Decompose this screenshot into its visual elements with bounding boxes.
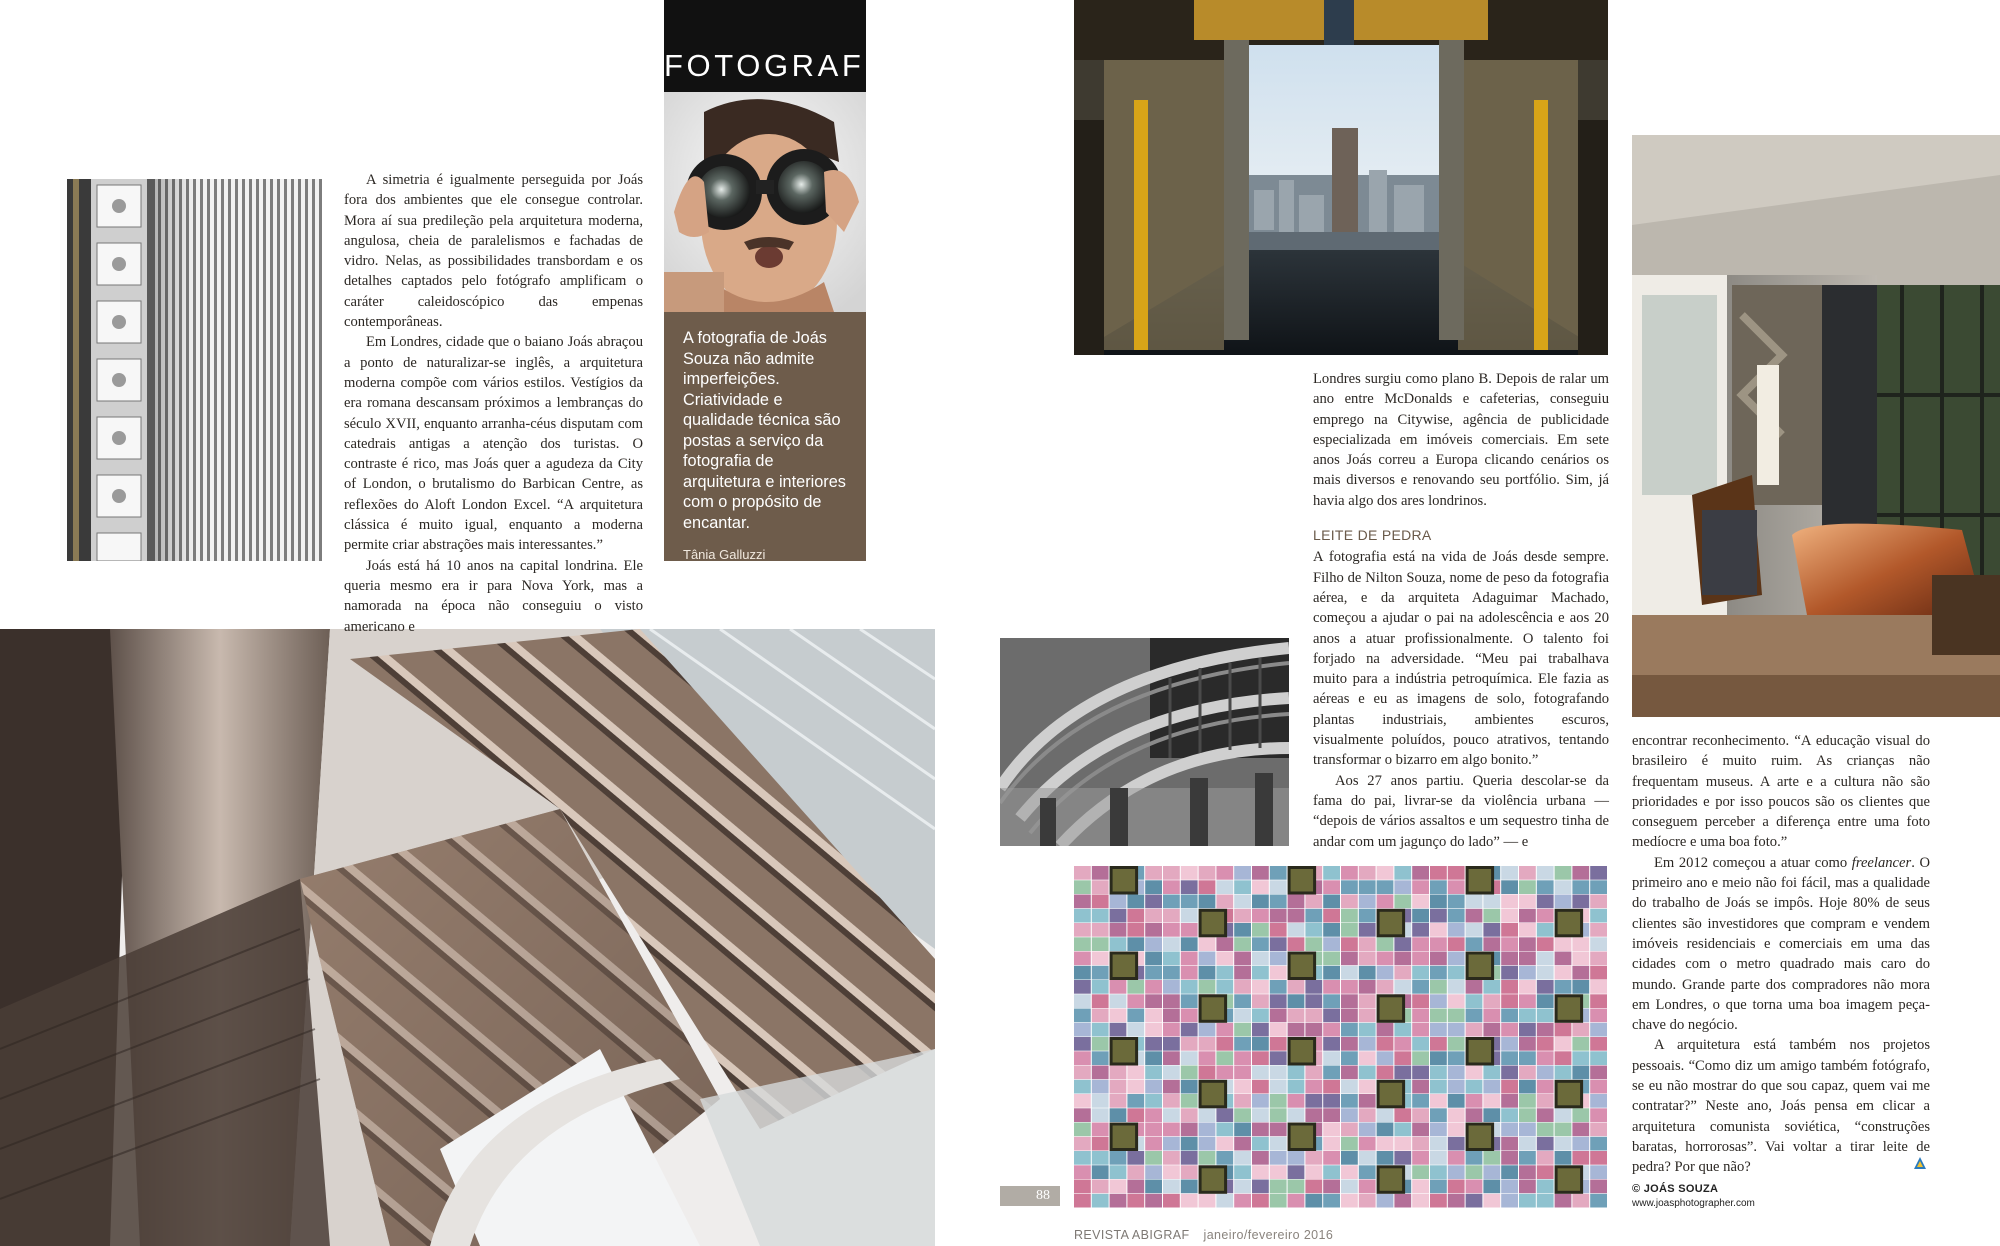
- photo-credit: [1632, 1183, 1755, 1209]
- magazine-name: REVISTA ABIGRAF: [1074, 1228, 1190, 1242]
- issue-date: janeiro/fevereiro 2016: [1203, 1228, 1334, 1242]
- article-end-icon: [1913, 1156, 1927, 1170]
- photo-staircase: [0, 629, 935, 1246]
- paragraph: [1632, 853, 1930, 1036]
- pull-quote-text: A fotografia de Joás Souza não admite imperfeições. Criatividade e qualidade técnica são postas a serviço da fotografia de arquitetura e interiores com o propósito de encantar.: [683, 329, 846, 532]
- photo-brutalist-balconies: [1000, 638, 1289, 846]
- paragraph: Em Londres, cidade que o baiano Joás abraçou a ponto de naturalizar-se inglês, a arquitetura moderna compõe com vários estilos. Vestígios da era romana descansam próximos a lembranças do século XVII, enquanto arranha-céus disputam com catedrais antigas a atenção dos turistas. O contraste é rico, mas Joás quer a agudeza da City of London, o brutalismo do Barbican Centre, as reflexões do Aloft London Excel. “A arquitetura clássica é muito igual, enquanto a moderna permite criar abstrações mais interessantes.”: [344, 334, 643, 554]
- middle-text-column: [1313, 369, 1609, 852]
- photo-colorful-facade: [1074, 866, 1608, 1208]
- paragraph: Aos 27 anos partiu. Queria descolar-se da fama do pai, livrar-se da violência urbana — “depois de vários assaltos e um sequestro tinha de andar com um jagunço do lado” — e: [1313, 772, 1609, 850]
- right-text-column: [1632, 731, 1930, 1178]
- paragraph: encontrar reconhecimento. “A educação visual do brasileiro é muito ruim. As crianças não frequentam museus. A arte e a cultura não são prioridades e por isso poucos são os clientes que conseguem perceber a diferença entre uma foto medíocre e uma boa foto.”: [1632, 733, 1930, 851]
- section-header: [664, 0, 901, 92]
- credit-url: www.joasphotographer.com: [1632, 1198, 1755, 1209]
- left-text-column: [344, 170, 643, 637]
- subheading: LEITE DE PEDRA: [1313, 527, 1432, 544]
- paragraph: A arquitetura está também nos projetos pessoais. “Como diz um amigo também fotógrafo, se eu não mostrar do que sou capaz, quem vai me contratar?” Neste ano, Joás pensa em clicar a arquitetura comunista soviética, “construções baratas, horrorosas”. Vai voltar a tirar leite de pedra? Por que não?: [1632, 1037, 1930, 1176]
- pull-quote-author: Tânia Galluzzi: [683, 547, 766, 562]
- paragraph: Londres surgiu como plano B. Depois de ralar um ano entre McDonalds e cafeterias, conseguiu emprego na Citywise, agência de publicidade especializada em imóveis comerciais. Em sete anos Joás correu a Europa clicando cenários os mais diversos e renovando seu portfólio. Sim, já havia algo dos ares londrinos.: [1313, 371, 1609, 509]
- paragraph-part: Em 2012 começou a atuar como: [1654, 854, 1852, 871]
- paragraph: A fotografia está na vida de Joás desde sempre. Filho de Nilton Souza, nome de peso da fotografia aérea, e da arquiteta Adaguimar Machado, começou a ajudar o pai na adolescência e aos 20 anos a atuar profissionalmente. O talento foi forjado na adversidade. “Meu pai trabalhava muito para a indústria petroquímica. Ele fazia as aéreas e eu as imagens de solo, fotografando plantas industriais, ambientes escuros, visualmente poluídos, pouco atrativos, tentando transformar o bizarro em algo bonito.”: [1313, 549, 1609, 769]
- paragraph-italic: freelancer: [1851, 854, 1912, 871]
- photo-facade-detail: [67, 179, 322, 561]
- credit-name: © JOÁS SOUZA: [1632, 1183, 1719, 1195]
- section-title: FOTOGRAFIA: [664, 48, 901, 83]
- paragraph: A simetria é igualmente perseguida por Joás fora dos ambientes que ele consegue controlar. Mora aí sua predileção pela arquitetura moderna, angulosa, cheia de paralelismos e fachadas de vidro. Nelas, as possibilidades transbordam e os detalhes captados pelo fotógrafo amplificam o caráter caleidoscópico das empenas contemporâneas.: [344, 172, 643, 331]
- page-number: 88: [1000, 1186, 1060, 1206]
- footer: [1074, 1228, 1333, 1242]
- paragraph-part: . O primeiro ano e meio não foi fácil, mas a qualidade do trabalho de Joás se impôs. Hoje 80% de seus clientes são investidores que compram e vendem imóveis residenciais e comerciais em uma das cidades com o metro quadrado mais caro do mundo. Grande parte dos compradores não mora em Londres, o que torna uma boa imagem peça-chave do negócio.: [1632, 854, 1930, 1034]
- photo-photographer-portrait: [664, 92, 866, 312]
- photo-bathroom-interior: [1632, 135, 2000, 717]
- pull-quote: [664, 312, 866, 561]
- photo-lift-city-view: [1074, 0, 1608, 355]
- paragraph: Joás está há 10 anos na capital londrina. Ele queria mesmo era ir para Nova York, mas a namorada na época não conseguiu o visto americano e: [344, 557, 643, 635]
